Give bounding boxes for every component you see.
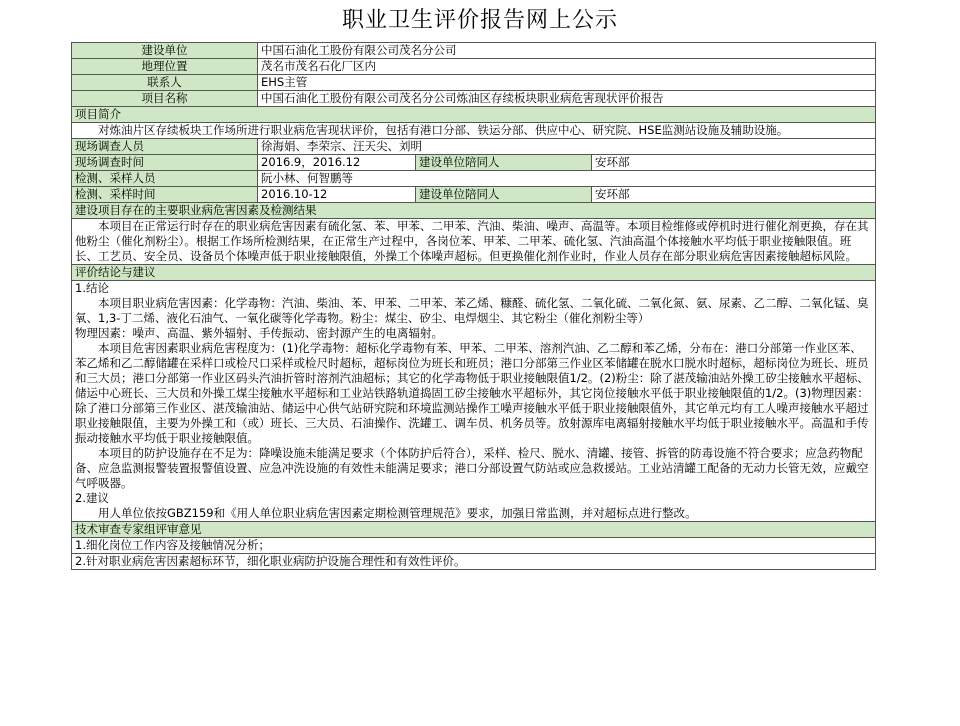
hazards-text: 本项目在正常运行时存在的职业病危害因素有硫化氢、苯、甲苯、二甲苯、汽油、柴油、噪声、高温等。本项目检维修或停机时进行催化剂更换，存在其他粉尘（催化剂粉尘）。根据工作场所检测结果，在正常生产过程中，各岗位苯、甲苯、二甲苯、硫化氢、汽油高温个体接触水平均低于职业接触限值。班长、工艺员、安全员、设备员个体噪声低于职业接触限值，外操工个体噪声超标。但更换催化剂作业时，作业人员存在部分职业病危害因素接触超标风险。: [75, 219, 869, 263]
conclusion-p1b: 物理因素：噪声、高温、紫外辐射、手传振动、密封源产生的电离辐射。: [75, 326, 443, 340]
conclusion-p1: 本项目职业病危害因素：化学毒物：汽油、柴油、苯、甲苯、二甲苯、苯乙烯、糠醛、硫化氢、二氧化硫、二氧化氮、氨、尿素、乙二醇、二氧化锰、臭氧、1,3-丁二烯、液化石油气、一氧化碳等化学毒物。粉尘：煤尘、矽尘、电焊烟尘、其它粉尘（催化剂粉尘等）: [75, 296, 869, 325]
conclusion-p4: 用人单位依按GBZ159和《用人单位职业病危害因素定期检测管理规范》要求，加强日常监测，并对超标点进行整改。: [98, 506, 697, 520]
row-conclusion-header: [72, 265, 876, 281]
row-location: [72, 59, 876, 75]
project-value: 中国石油化工股份有限公司茂名分公司炼油区存续板块职业病危害现状评价报告: [258, 91, 876, 107]
unit-value: 中国石油化工股份有限公司茂名分公司: [258, 43, 876, 59]
project-label: 项目名称: [72, 91, 258, 107]
row-intro-text: [72, 123, 876, 139]
survey-time-value: 2016.9，2016.12: [258, 155, 416, 171]
intro-text-cell: [72, 123, 876, 139]
row-contact: [72, 75, 876, 91]
report-table: [71, 42, 876, 570]
row-unit: [72, 43, 876, 59]
review-item1: 1.细化岗位工作内容及接触情况分析；: [72, 538, 876, 554]
unit-label: 建设单位: [72, 43, 258, 59]
survey-staff-label: 现场调查人员: [72, 139, 258, 155]
row-review-item1: [72, 538, 876, 554]
intro-header: 项目简介: [72, 107, 876, 123]
conclusion-h2: 2.建议: [75, 491, 109, 505]
location-value: 茂名市茂名石化厂区内: [258, 59, 876, 75]
row-hazards-header: [72, 203, 876, 219]
escort2-value: 安环部: [592, 187, 876, 203]
escort-label: 建设单位陪同人: [416, 155, 592, 171]
review-header: 技术审查专家组评审意见: [72, 522, 876, 538]
conclusion-body: [72, 281, 876, 522]
survey-staff-value: 徐海娟、李荣宗、汪天尖、刘明: [258, 139, 876, 155]
location-label: 地理位置: [72, 59, 258, 75]
survey-time-label: 现场调查时间: [72, 155, 258, 171]
sampler-label: 检测、采样人员: [72, 171, 258, 187]
row-sampler: [72, 171, 876, 187]
row-review-item2: [72, 554, 876, 570]
row-intro-header: [72, 107, 876, 123]
conclusion-h1: 1.结论: [75, 281, 109, 295]
escort-value: 安环部: [592, 155, 876, 171]
row-survey-staff: [72, 139, 876, 155]
escort2-label: 建设单位陪同人: [416, 187, 592, 203]
row-hazards-text: [72, 219, 876, 265]
row-conclusion-body: [72, 281, 876, 522]
intro-text: 对炼油片区存续板块工作场所进行职业病危害现状评价，包括有港口分部、铁运分部、供应中心、研究院、HSE监测站设施及辅助设施。: [98, 123, 789, 137]
row-sample-time: [72, 187, 876, 203]
sample-time-value: 2016.10-12: [258, 187, 416, 203]
hazards-header: 建设项目存在的主要职业病危害因素及检测结果: [72, 203, 876, 219]
conclusion-p3: 本项目的防护设施存在不足为：降噪设施未能满足要求（个体防护后符合），采样、检尺、脱水、清罐、接管、拆管的防毒设施不符合要求；应急药物配备、应急监测报警装置报警值设置、应急冲洗设施的有效性未能满足要求；港口分部设置气防站或应急救援站。工业站清罐工配备的无动力长管无效，应戴空气呼吸器。: [75, 446, 869, 490]
contact-label: 联系人: [72, 75, 258, 91]
sample-time-label: 检测、采样时间: [72, 187, 258, 203]
hazards-text-cell: [72, 219, 876, 265]
review-item2: 2.针对职业病危害因素超标环节，细化职业病防护设施合理性和有效性评价。: [72, 554, 876, 570]
conclusion-header: 评价结论与建议: [72, 265, 876, 281]
contact-value: EHS主管: [258, 75, 876, 91]
page-title: 职业卫生评价报告网上公示: [341, 8, 618, 33]
conclusion-p2: 本项目危害因素职业病危害程度为：(1)化学毒物：超标化学毒物有苯、甲苯、二甲苯、溶剂汽油、乙二醇和苯乙烯，分布在：港口分部第一作业区苯、苯乙烯和乙二醇储罐在采样口或检尺口采样或检尺时超标，超标岗位为班长和班员；港口分部第三作业区苯储罐在脱水口脱水时超标，超标岗位为班长、班员和三大员；港口分部第一作业区码头汽油折管时溶剂汽油超标；其它的化学毒物低于职业接触限值1/2。(2)粉尘：除了湛茂输油站外操工矽尘接触水平超标、储运中心班长、三大员和外操工煤尘接触水平超标和工业站铁路轨道捣固工矽尘接触水平超标外，其它岗位接触水平低于职业接触限值的1/2。(3)物理因素：除了港口分部第三作业区、湛茂输油站、储运中心供气站研究院和环境监测站操作工噪声接触水平低于职业接触限值外，其它单元均有工人噪声接触水平超过职业接触限值，主要为外操工和（或）班长、三大员、石油操作、洗罐工、调车员、机务员等。放射源库电离辐射接触水平均低于职业接触水平。高温和手传振动接触水平均低于职业接触限值。: [75, 341, 869, 445]
sampler-value: 阮小林、何智鹏等: [258, 171, 876, 187]
row-project: [72, 91, 876, 107]
row-survey-time: [72, 155, 876, 171]
row-review-header: [72, 522, 876, 538]
